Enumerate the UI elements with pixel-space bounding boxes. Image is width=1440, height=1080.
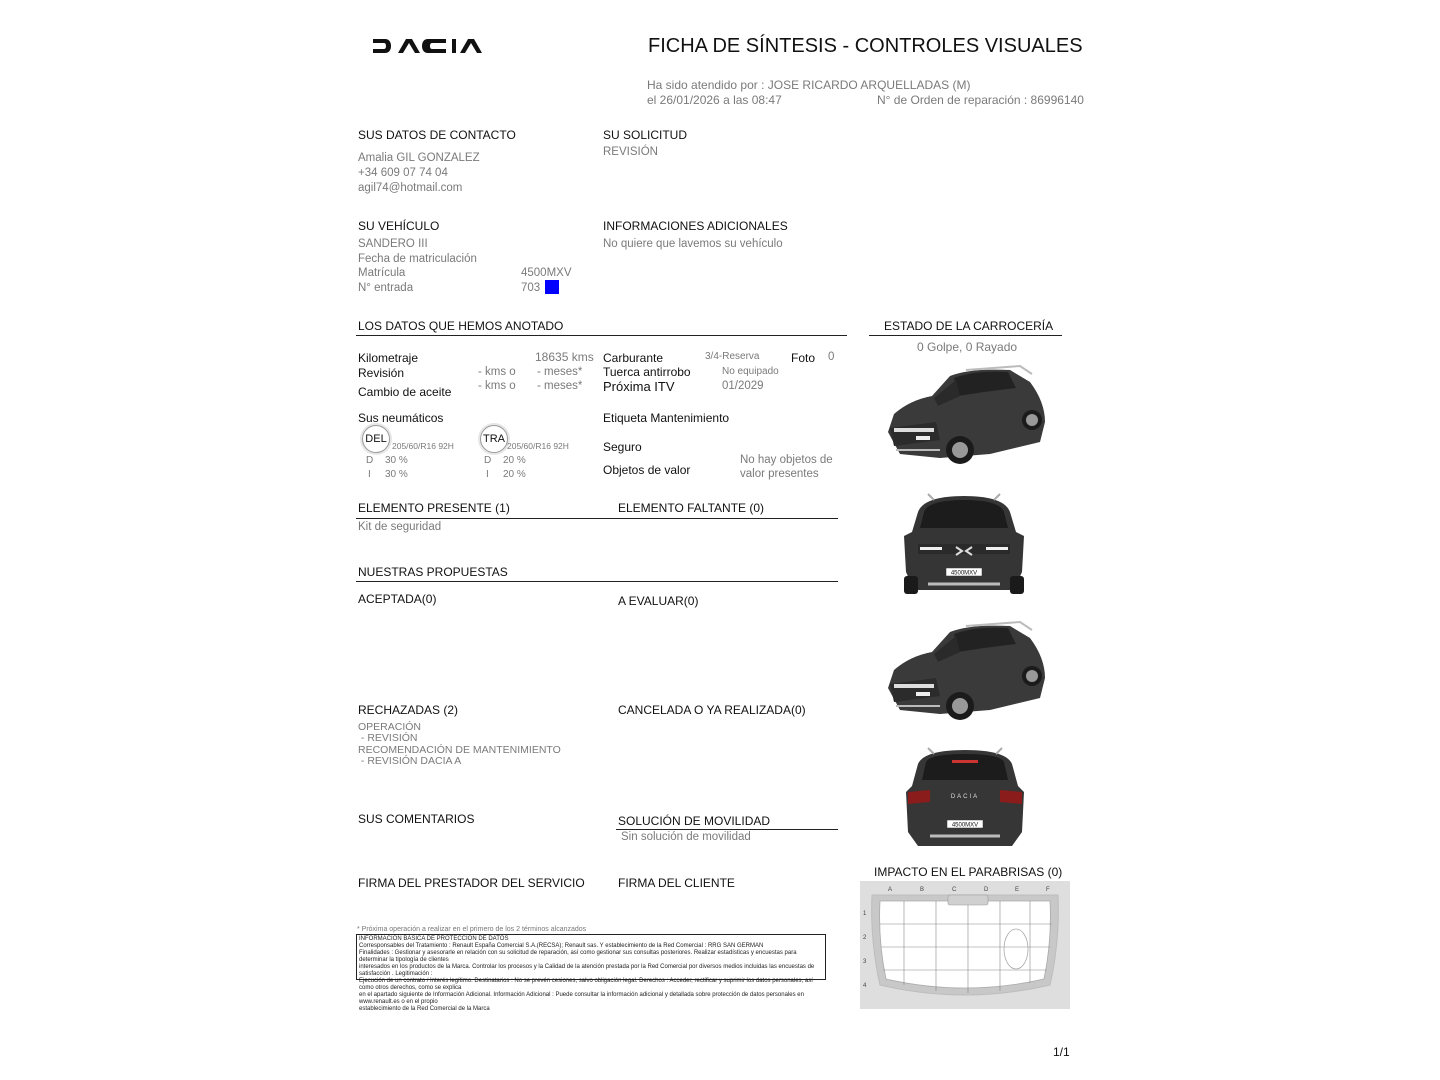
insurance-label: Seguro	[603, 440, 642, 454]
present-heading: ELEMENTO PRESENTE (1)	[358, 501, 510, 515]
ws-col-label: B	[920, 887, 925, 893]
itv-value: 01/2029	[722, 380, 764, 392]
body-state-heading: ESTADO DE LA CARROCERÍA	[884, 319, 1054, 333]
request-value: REVISIÓN	[603, 146, 658, 158]
valuables-line2: valor presentes	[740, 468, 819, 480]
privacy-line: establecimiento de la Red Comercial de la Marca	[359, 1006, 490, 1012]
ws-col-label: F	[1046, 887, 1050, 893]
rejected-line: - REVISIÓN DACIA A	[358, 755, 462, 767]
additional-heading: INFORMACIONES ADICIONALES	[603, 219, 788, 233]
valuables-label: Objetos de valor	[603, 463, 691, 477]
privacy-line: Finalidades : Gestionar y asesorarle en relación con su solicitud de reparación, así como gestionar sus consultas posteriores. Realizar estadísticas y encuestas para determinar la tipología de clientes	[359, 950, 797, 963]
front-i-value: 30 %	[385, 469, 408, 480]
additional-value: No quiere que lavemos su vehículo	[603, 238, 783, 250]
oil-kms: - kms o	[478, 380, 516, 392]
page-number: 1/1	[1053, 1045, 1070, 1059]
plate-label: Matrícula	[358, 267, 406, 279]
rear-i-label: I	[486, 469, 489, 480]
ws-row-label: 3	[863, 959, 867, 965]
client-signature-label: FIRMA DEL CLIENTE	[618, 876, 735, 890]
front-d-value: 30 %	[385, 455, 408, 466]
photo-label: Foto	[791, 351, 816, 365]
ws-col-label: E	[1015, 887, 1020, 893]
fuel-label: Carburante	[603, 351, 664, 365]
rear-logo-text: DACIA	[950, 794, 980, 800]
rear-tyre-badge: TRA	[480, 425, 508, 453]
ws-row-label: 2	[863, 935, 867, 941]
registration-date-label: Fecha de matriculación	[358, 253, 477, 265]
privacy-title: INFORMACIÓN BÁSICA DE PROTECCIÓN DE DATOS	[359, 936, 509, 942]
privacy-line: en el apartado siguiente de Información Adicional. Información Adicional : Puede consultar la información adicional y detallada sobre protección de datos personales en www.renault.es o en el propio	[359, 992, 804, 1005]
privacy-line: Corresponsables del Tratamiento : Renault España Comercial S.A.(RECSA); Renault sas. Y establecimiento de la Red Comercial : RRG SAN GERMAN	[359, 943, 764, 949]
contact-email: agil74@hotmail.com	[358, 182, 463, 194]
vehicle-heading: SU VEHÍCULO	[358, 219, 440, 233]
privacy-line: Ejecución de un contrato / Interés legítimo. Destinatarios : No se prevén cesiones, salvo obligación legal. Derechos : Acceder, rectificar y suprimir los datos personales, así como otros derechos, como se explica	[359, 978, 813, 991]
entry-label: N° entrada	[358, 282, 414, 294]
valuables-line1: No hay objetos de	[740, 454, 833, 466]
rejected-heading: RECHAZADAS (2)	[358, 703, 459, 717]
maintenance-label: Etiqueta Mantenimiento	[603, 411, 730, 425]
rear-d-label: D	[484, 455, 492, 466]
footnote: * Próxima operación a realizar en el primero de los 2 términos alcanzados	[357, 926, 587, 933]
rejected-line: RECOMENDACIÓN DE MANTENIMIENTO	[358, 744, 561, 756]
antitheft-value: No equipado	[722, 366, 779, 377]
entry-color-swatch	[545, 280, 559, 294]
contact-phone: +34 609 07 74 04	[358, 167, 448, 179]
present-item: Kit de seguridad	[358, 521, 442, 533]
mobility-value: Sin solución de movilidad	[621, 831, 751, 843]
ws-col-label: A	[888, 887, 893, 893]
antitheft-label: Tuerca antirrobo	[603, 365, 691, 379]
proposals-heading: NUESTRAS PROPUESTAS	[358, 565, 508, 579]
windshield-heading: IMPACTO EN EL PARABRISAS (0)	[874, 865, 1063, 879]
plate-value: 4500MXV	[521, 267, 572, 279]
front-d-label: D	[366, 455, 374, 466]
comments-heading: SUS COMENTARIOS	[358, 812, 475, 826]
oil-months: - meses*	[537, 380, 583, 392]
car-front-left-view-2	[880, 618, 1050, 730]
vehicle-model: SANDERO III	[358, 238, 428, 250]
dacia-logo	[372, 38, 484, 54]
windshield-diagram	[860, 881, 1070, 1009]
missing-heading: ELEMENTO FALTANTE (0)	[618, 501, 765, 515]
photo-value: 0	[828, 351, 835, 363]
itv-label: Próxima ITV	[603, 379, 675, 394]
rear-plate-text: 4500MXV	[951, 822, 979, 829]
body-state-divider	[869, 335, 1062, 336]
oil-label: Cambio de aceite	[358, 385, 452, 399]
noted-heading: LOS DATOS QUE HEMOS ANOTADO	[358, 319, 564, 333]
body-state-value: 0 Golpe, 0 Rayado	[917, 340, 1018, 354]
page-title: FICHA DE SÍNTESIS - CONTROLES VISUALES	[648, 35, 1083, 57]
rejected-line: OPERACIÓN	[358, 721, 422, 733]
rejected-line: - REVISIÓN	[358, 732, 418, 744]
cancelled-heading: CANCELADA O YA REALIZADA(0)	[618, 703, 806, 717]
contact-name: Amalia GIL GONZALEZ	[358, 152, 480, 164]
front-i-label: I	[368, 469, 371, 480]
ws-row-label: 1	[863, 911, 867, 917]
ws-row-label: 4	[863, 983, 867, 989]
proposals-divider	[356, 581, 838, 582]
tyres-label: Sus neumáticos	[358, 411, 444, 425]
provider-signature-label: FIRMA DEL PRESTADOR DEL SERVICIO	[358, 876, 585, 890]
entry-value: 703	[521, 282, 541, 294]
front-plate-text: 4500MXV	[950, 570, 978, 577]
car-front-view	[898, 492, 1030, 598]
attention-date: el 26/01/2026 a las 08:47	[647, 93, 782, 107]
revision-months: - meses*	[537, 366, 583, 378]
mobility-heading: SOLUCIÓN DE MOVILIDAD	[618, 814, 771, 828]
attended-by: Ha sido atendido por : JOSE RICARDO ARQUELLADAS (M)	[647, 78, 971, 92]
ws-col-label: C	[952, 887, 957, 893]
contact-heading: SUS DATOS DE CONTACTO	[358, 128, 516, 142]
privacy-line: interesados en los productos de la Marca. Controlar los procesos y la Calidad de la atención prestada por la Red Comercial por diversos medios incluidas las encuestas de satisfacción . Legitimación :	[359, 964, 815, 977]
rear-tyre-size: 205/60/R16 92H	[507, 441, 569, 451]
accepted-heading: ACEPTADA(0)	[358, 592, 437, 606]
front-tyre-size: 205/60/R16 92H	[392, 441, 454, 451]
mobility-divider	[616, 829, 838, 830]
front-tyre-badge: DEL	[362, 425, 390, 453]
km-value: 18635 kms	[535, 350, 594, 364]
evaluate-heading: A EVALUAR(0)	[618, 594, 699, 608]
request-heading: SU SOLICITUD	[603, 128, 688, 142]
order-number: N° de Orden de reparación : 86996140	[877, 93, 1084, 107]
rear-d-value: 20 %	[503, 455, 526, 466]
revision-kms: - kms o	[478, 366, 516, 378]
rear-i-value: 20 %	[503, 469, 526, 480]
fuel-value: 3/4-Reserva	[705, 351, 760, 362]
ws-col-label: D	[984, 887, 989, 893]
car-front-left-view	[880, 362, 1050, 474]
car-rear-view	[900, 746, 1030, 852]
present-divider	[356, 518, 838, 519]
noted-divider	[356, 335, 847, 336]
revision-label: Revisión	[358, 366, 405, 380]
privacy-box	[356, 934, 826, 1012]
km-label: Kilometraje	[358, 351, 419, 365]
